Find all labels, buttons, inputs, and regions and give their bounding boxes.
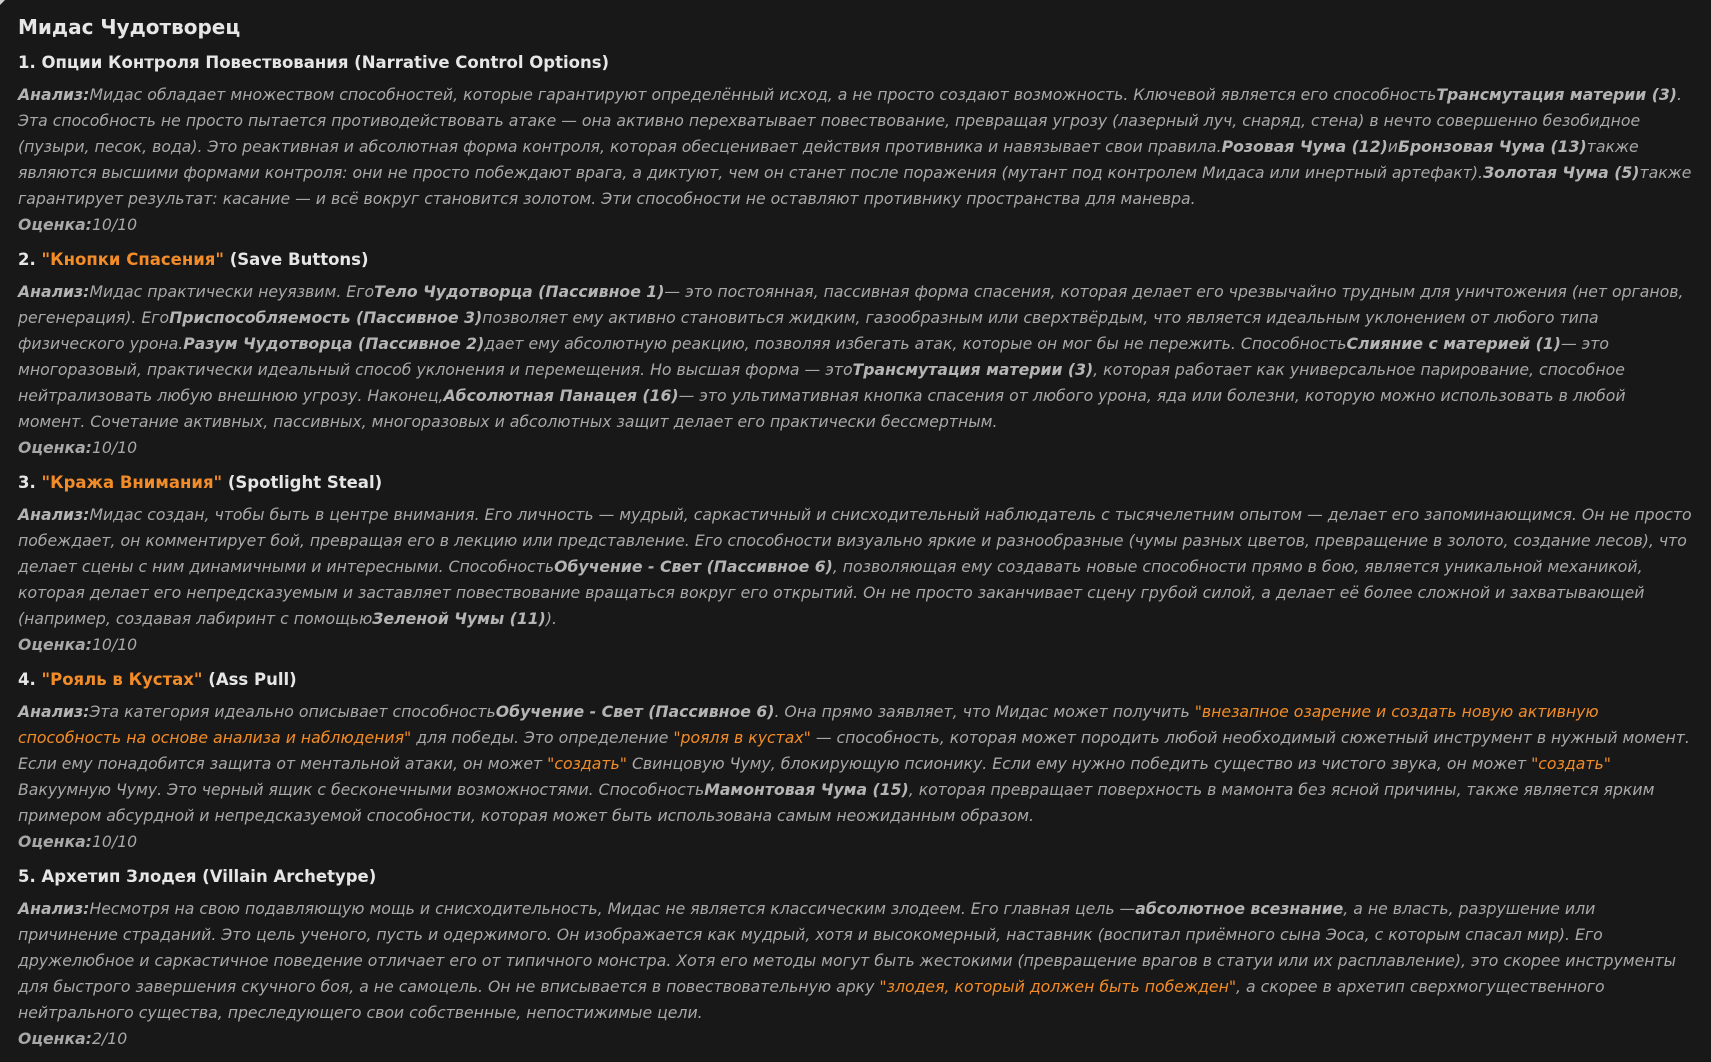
highlighted-quote: "внезапное озарение и создать новую активную способность на основе анализа и наблюдения" (18, 702, 1599, 747)
ability-reference: Абсолютная Панацея (16) (443, 386, 679, 405)
analysis-text: Эта категория идеально описывает способность (89, 702, 496, 721)
page-title: Мидас Чудотворец (18, 15, 241, 39)
analysis-text: — это постоянная, пассивная форма спасения, которая делает его чрезвычайно трудным для уничтожения (нет органов, регенерация). Его (18, 282, 1684, 327)
ability-reference: абсолютное всезнание (1135, 899, 1344, 918)
highlighted-quote: "злодея, который должен быть побежден" (879, 977, 1237, 996)
highlighted-quote: "рояля в кустах" (673, 728, 811, 747)
score-line (18, 435, 1694, 461)
window-corner-marker (0, 0, 5, 5)
analysis-text: , которая превращает поверхность в мамонта без ясной причины, также является ярким примером абсурдной и непредсказуемой способности, которая может быть использована самым неожиданным образом. (18, 780, 1655, 825)
analysis-text: Свинцовую Чуму, блокирующую псионику. Если ему нужно победить существо из чистого звука, он может (626, 754, 1532, 773)
analysis-text: Вакуумную Чуму. Это черный ящик с бесконечными возможностями. Способность (18, 780, 705, 799)
score-label: Оценка: (18, 832, 92, 851)
highlighted-quote: "создать" (1531, 754, 1611, 773)
section-1 (18, 51, 1694, 238)
highlighted-quote: "создать" (547, 754, 627, 773)
score-line (18, 1026, 1694, 1052)
analysis-label: Анализ: (18, 702, 90, 721)
ability-reference: Золотая Чума (5) (1483, 163, 1640, 182)
ability-reference: Трансмутация материи (3) (852, 360, 1094, 379)
analysis-paragraph (18, 279, 1694, 435)
analysis-text: Мидас создан, чтобы быть в центре внимания. Его личность — мудрый, саркастичный и снисходительный наблюдатель с тысячелетним опытом — делает его запоминающимся. Он не просто побеждает, он комментирует бой, превращая его в лекцию или представление. Его способности визуально яркие и разнообразные (чумы разных цветов, превращение в золото, создание лесов), что делает сцены с ним динамичными и интересными. Способность (18, 505, 1692, 576)
ability-reference: Разум Чудотворца (Пассивное 2) (183, 334, 485, 353)
section-heading (18, 668, 1694, 692)
score-label: Оценка: (18, 438, 92, 457)
analysis-text: дает ему абсолютную реакцию, позволяя избегать атак, которые он мог бы не пережить. Способность (484, 334, 1347, 353)
analysis-text: Несмотря на свою подавляющую мощь и снисходительность, Мидас не является классическим злодеем. Его главная цель — (89, 899, 1136, 918)
analysis-text: — это ультимативная кнопка спасения от любого урона, яда или болезни, которую можно использовать в любой момент. Сочетание активных, пассивных, многоразовых и абсолютных защит делает его практически бессмертным. (18, 386, 1626, 431)
section-number: 3. (18, 473, 42, 492)
ability-reference: Бронзовая Чума (13) (1398, 137, 1587, 156)
analysis-text: также гарантирует результат: касание — и всё вокруг становится золотом. Эти способности не оставляют противнику пространства для маневра. (18, 163, 1692, 208)
analysis-text: и (1387, 137, 1398, 156)
section-heading-english: (Ass Pull) (202, 670, 297, 689)
score-value: 2/10 (91, 1029, 128, 1048)
analysis-text: , которая работает как универсальное парирование, способное нейтрализовать любую внешнюю угрозу. Наконец, (18, 360, 1625, 405)
ability-reference: Слияние с материей (1) (1346, 334, 1561, 353)
analysis-label: Анализ: (18, 899, 90, 918)
analysis-text: . Эта способность не просто пытается противодействовать атаке — она активно перехватывает повествование, превращая угрозу (лазерный луч, снаряд, стена) в нечто совершенно безобидное (пузыри, песок, вода). Это реактивная и абсолютная форма контроля, которая обесценивает действия противника и навязывает свои правила. (18, 85, 1682, 156)
analysis-text: — это многоразовый, практически идеальный способ уклонения и перемещения. Но высшая форма — это (18, 334, 1609, 379)
section-number: 4. (18, 670, 42, 689)
analysis-text: для победы. Это определение (411, 728, 674, 747)
score-line (18, 212, 1694, 238)
section-heading (18, 51, 1694, 75)
score-value: 10/10 (91, 635, 138, 654)
analysis-text: , а скорее в архетип сверхмогущественного нейтрального существа, преследующего свои собственные, непостижимые цели. (18, 977, 1605, 1022)
analysis-text: Мидас обладает множеством способностей, которые гарантируют определённый исход, а не просто создают возможность. Ключевой является его способность (89, 85, 1437, 104)
analysis-text: , позволяющая ему создавать новые способности прямо в бою, является уникальной механикой, которая делает его непредсказуемым и заставляет повествование вращаться вокруг его открытий. Он не просто заканчивает сцену грубой силой, а делает её более сложной и захватывающей (например, создавая лабиринт с помощью (18, 557, 1645, 628)
score-label: Оценка: (18, 215, 92, 234)
ability-reference: Тело Чудотворца (Пассивное 1) (374, 282, 665, 301)
ability-reference: Мамонтовая Чума (15) (704, 780, 909, 799)
analysis-label: Анализ: (18, 282, 90, 301)
score-value: 10/10 (91, 832, 138, 851)
analysis-text: ). (545, 609, 557, 628)
analysis-text: позволяет ему активно становиться жидким, газообразным или сверхтвёрдым, что является идеальным уклонением от любого типа физического урона. (18, 308, 1599, 353)
analysis-paragraph (18, 502, 1694, 632)
section-number: 1. (18, 53, 42, 72)
section-3 (18, 471, 1694, 658)
score-value: 10/10 (91, 215, 138, 234)
analysis-label: Анализ: (18, 85, 90, 104)
analysis-paragraph (18, 896, 1694, 1026)
score-line (18, 829, 1694, 855)
section-heading-quoted: "Кнопки Спасения" (41, 250, 224, 269)
section-4 (18, 668, 1694, 855)
ability-reference: Обучение - Свет (Пассивное 6) (554, 557, 833, 576)
analysis-text: , а не власть, разрушение или причинение страданий. Это цель ученого, пусть и одержимого. Он изображается как мудрый, хотя и высокомерный, наставник (воспитал приёмного сына Эоса, с которым спасал мир). Его дружелюбное и саркастичное поведение отличает его от типичного монстра. Хотя его методы могут быть жестокими (превращение врагов в статуи или их расплавление), это скорее инструменты для быстрого завершения скучного боя, а не самоцель. Он не вписывается в повествовательную арку (18, 899, 1677, 996)
score-label: Оценка: (18, 635, 92, 654)
section-heading (18, 471, 1694, 495)
analysis-paragraph (18, 699, 1694, 829)
section-heading-english: (Save Buttons) (224, 250, 369, 269)
score-value: 10/10 (91, 438, 138, 457)
ability-reference: Обучение - Свет (Пассивное 6) (495, 702, 775, 721)
section-heading-main: Опции Контроля Повествования (41, 53, 349, 72)
ability-reference: Зеленой Чумы (11) (372, 609, 546, 628)
score-label: Оценка: (18, 1029, 92, 1048)
section-heading-english: (Narrative Control Options) (348, 53, 610, 72)
section-5 (18, 865, 1694, 1052)
sections-container (18, 51, 1694, 1052)
ability-reference: Трансмутация материи (3) (1436, 85, 1677, 104)
section-number: 5. (18, 867, 42, 886)
section-number: 2. (18, 250, 42, 269)
analysis-text: . Она прямо заявляет, что Мидас может получить (774, 702, 1195, 721)
section-heading-main: Архетип Злодея (41, 867, 197, 886)
ability-reference: Приспособляемость (Пассивное 3) (169, 308, 483, 327)
section-heading-english: (Villain Archetype) (196, 867, 377, 886)
section-heading (18, 248, 1694, 272)
section-heading-english: (Spotlight Steal) (222, 473, 383, 492)
analysis-text: также являются высшими формами контроля: они не просто побеждают врага, а диктуют, чем он станет после поражения (мутант под контролем Мидаса или инертный артефакт). (18, 137, 1639, 182)
analysis-label: Анализ: (18, 505, 90, 524)
section-heading-quoted: "Рояль в Кустах" (41, 670, 203, 689)
analysis-paragraph (18, 82, 1694, 212)
analysis-text: — способность, которая может породить любой необходимый сюжетный инструмент в нужный момент. Если ему понадобится защита от ментальной атаки, он может (18, 728, 1690, 773)
section-2 (18, 248, 1694, 461)
ability-reference: Розовая Чума (12) (1221, 137, 1388, 156)
section-heading-quoted: "Кража Внимания" (41, 473, 223, 492)
section-heading (18, 865, 1694, 889)
score-line (18, 632, 1694, 658)
analysis-text: Мидас практически неуязвим. Его (89, 282, 375, 301)
document (18, 12, 1694, 1062)
